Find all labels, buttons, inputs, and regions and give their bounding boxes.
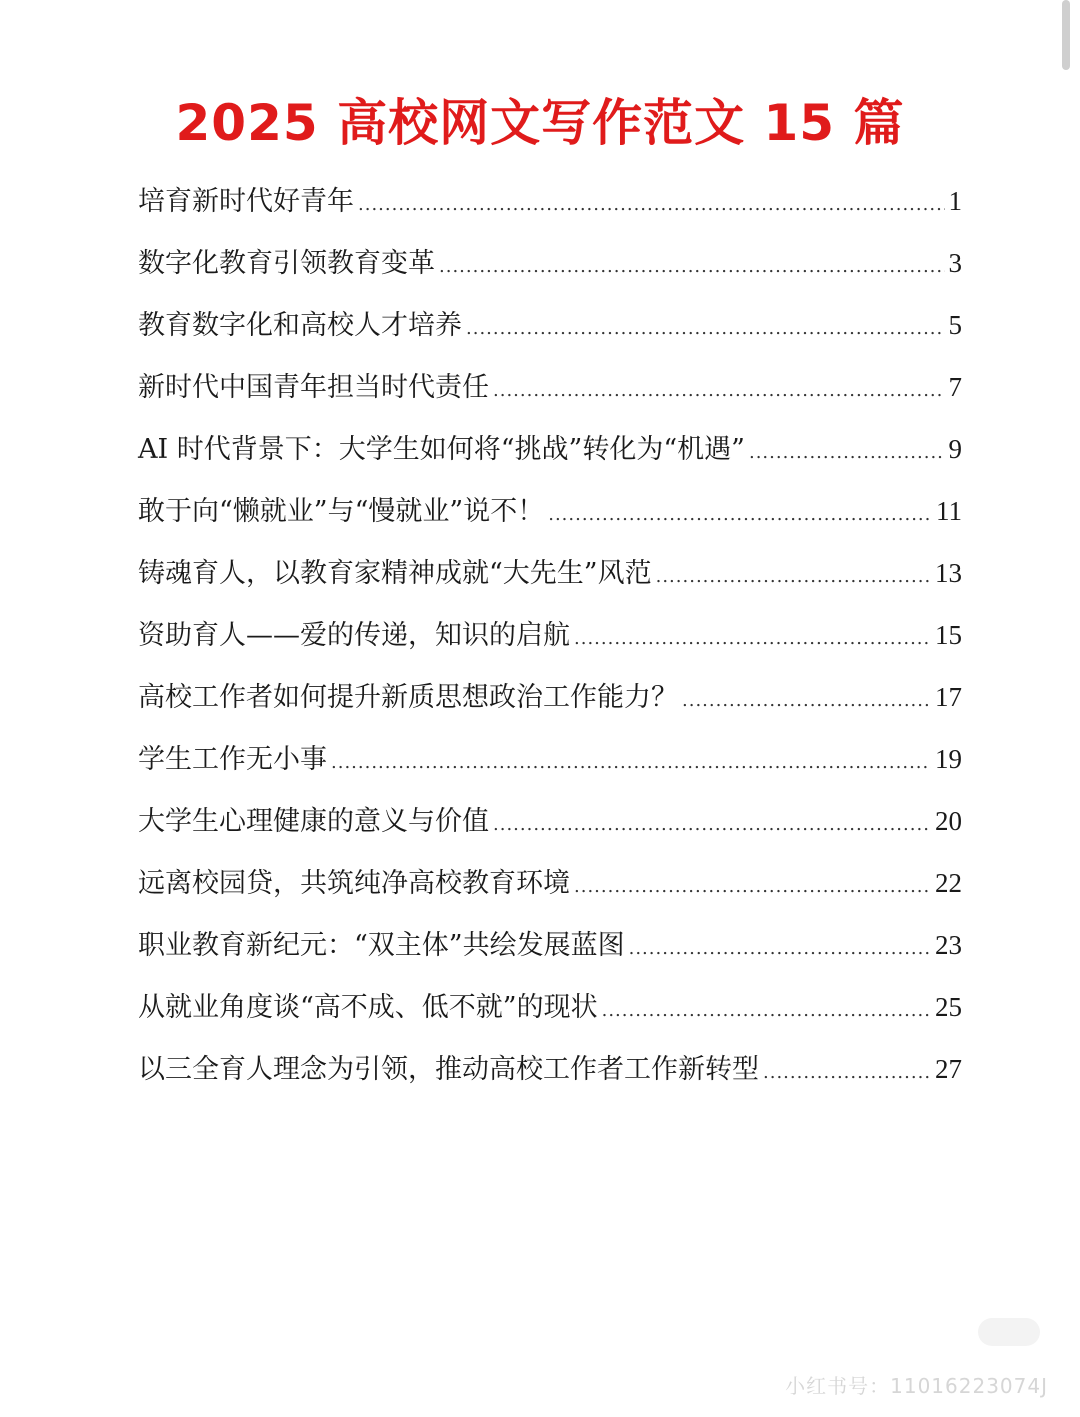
toc-item-page: 5 [948, 310, 962, 340]
scrollbar[interactable] [1062, 0, 1070, 70]
toc-item-title: 高校工作者如何提升新质思想政治工作能力？ [138, 682, 678, 713]
toc-item-title: 学生工作无小事 [138, 744, 327, 775]
toc-item-title: 铸魂育人，以教育家精神成就“大先生”风范 [138, 558, 652, 589]
toc-leader-dots [574, 856, 931, 918]
toc-item[interactable] [138, 1038, 962, 1100]
toc-item-page: 23 [935, 930, 962, 960]
toc-item[interactable] [138, 542, 962, 604]
toc-item-title: 数字化教育引领教育变革 [138, 248, 435, 279]
toc-leader-dots [629, 918, 931, 980]
toc-item[interactable] [138, 232, 962, 294]
toc-item-title: 培育新时代好青年 [138, 186, 354, 217]
toc-item[interactable] [138, 170, 962, 232]
toc-item-page: 9 [948, 434, 962, 464]
toc-item-page: 11 [936, 496, 962, 526]
toc-item[interactable] [138, 666, 962, 728]
toc-item-page: 1 [948, 186, 962, 216]
toc-leader-dots [548, 484, 932, 546]
toc-item-page: 25 [935, 992, 962, 1022]
toc-item-title: 敢于向“懒就业”与“慢就业”说不！ [138, 496, 545, 527]
toc-item[interactable] [138, 356, 962, 418]
toc-item-title: 职业教育新纪元：“双主体”共绘发展蓝图 [138, 930, 625, 961]
watermark-badge [978, 1318, 1040, 1346]
table-of-contents [138, 170, 962, 1100]
toc-leader-dots [602, 980, 931, 1042]
toc-item[interactable] [138, 914, 962, 976]
toc-item-title: 教育数字化和高校人才培养 [138, 310, 462, 341]
toc-item[interactable] [138, 728, 962, 790]
toc-item[interactable] [138, 418, 962, 480]
toc-item-page: 19 [935, 744, 962, 774]
toc-item[interactable] [138, 294, 962, 356]
toc-item[interactable] [138, 790, 962, 852]
toc-item-title: 新时代中国青年担当时代责任 [138, 372, 489, 403]
toc-item-page: 17 [935, 682, 962, 712]
toc-item-title: 远离校园贷，共筑纯净高校教育环境 [138, 868, 570, 899]
toc-item-title: AI 时代背景下：大学生如何将“挑战”转化为“机遇” [138, 434, 745, 465]
toc-leader-dots [763, 1042, 931, 1104]
document-title: 2025 高校网文写作范文 15 篇 [175, 94, 905, 152]
toc-item[interactable] [138, 852, 962, 914]
toc-leader-dots [749, 422, 945, 484]
toc-leader-dots [439, 236, 945, 298]
toc-item-page: 3 [948, 248, 962, 278]
toc-leader-dots [331, 732, 931, 794]
toc-leader-dots [656, 546, 931, 608]
toc-item-page: 20 [935, 806, 962, 836]
toc-item[interactable] [138, 480, 962, 542]
toc-item-page: 15 [935, 620, 962, 650]
toc-item-title: 从就业角度谈“高不成、低不就”的现状 [138, 992, 598, 1023]
toc-item[interactable] [138, 604, 962, 666]
toc-leader-dots [682, 670, 931, 732]
toc-item-page: 7 [948, 372, 962, 402]
toc-leader-dots [466, 298, 945, 360]
toc-item-page: 27 [935, 1054, 962, 1084]
toc-item[interactable] [138, 976, 962, 1038]
toc-item-title: 大学生心理健康的意义与价值 [138, 806, 489, 837]
toc-item-title: 以三全育人理念为引领，推动高校工作者工作新转型 [138, 1054, 759, 1085]
toc-leader-dots [574, 608, 931, 670]
toc-leader-dots [493, 360, 945, 422]
toc-item-page: 22 [935, 868, 962, 898]
watermark: 小红书号：11016223074J [785, 1374, 1048, 1398]
toc-item-title: 资助育人——爱的传递，知识的启航 [138, 620, 570, 651]
toc-leader-dots [493, 794, 931, 856]
toc-leader-dots [358, 174, 945, 236]
toc-item-page: 13 [935, 558, 962, 588]
